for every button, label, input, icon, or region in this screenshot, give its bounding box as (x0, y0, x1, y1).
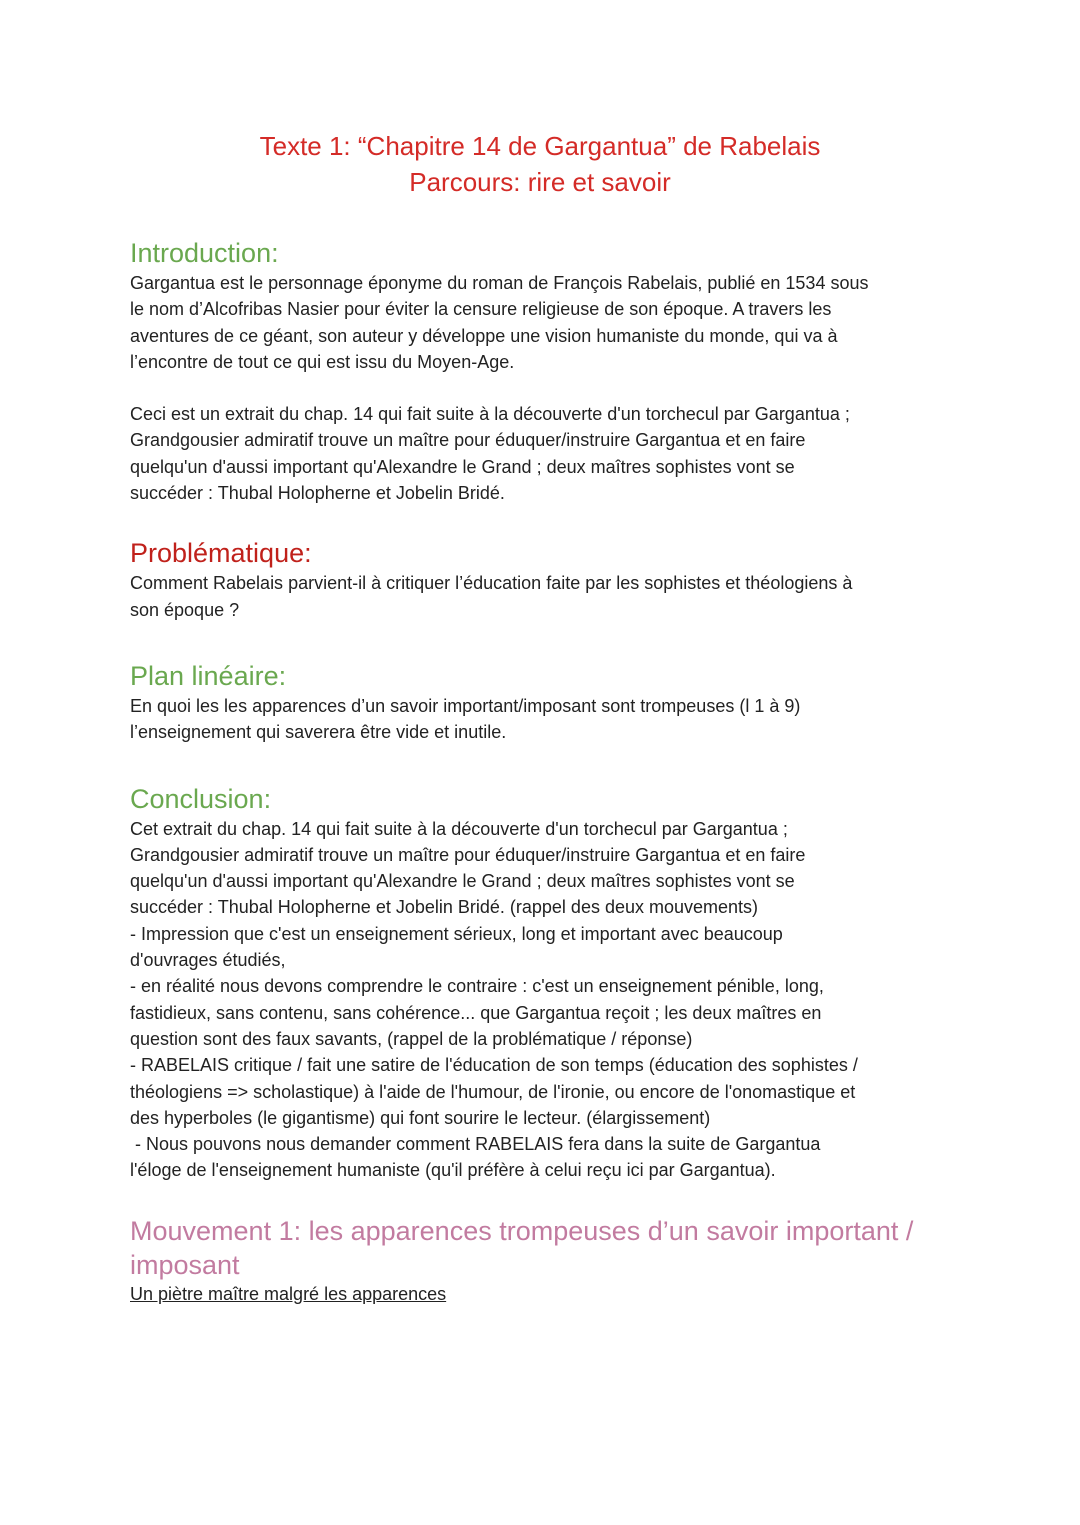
title-line-2: Parcours: rire et savoir (409, 167, 671, 197)
introduction-paragraph-1 (130, 270, 960, 375)
text-line: d'ouvrages étudiés, (130, 950, 286, 971)
text-line: Grandgousier admiratif trouve un maître pour éduquer/instruire Gargantua et en faire (130, 430, 806, 451)
text-line: - Impression que c'est un enseignement sérieux, long et important avec beaucoup (130, 923, 783, 944)
mouvement-1-heading-line: Mouvement 1: les apparences trompeuses d’un savoir important / (130, 1215, 914, 1246)
text-line: fastidieux, sans contenu, sans cohérence... que Gargantua reçoit ; les deux maîtres en (130, 1002, 822, 1023)
problematique-paragraph (130, 570, 960, 623)
mouvement-1-heading (130, 1214, 960, 1282)
text-line: - en réalité nous devons comprendre le contraire : c'est un enseignement pénible, long, (130, 976, 824, 997)
text-line: question sont des faux savants, (rappel de la problématique / réponse) (130, 1028, 693, 1049)
text-line: son époque ? (130, 599, 240, 620)
text-line: succéder : Thubal Holopherne et Jobelin Bridé. (rappel des deux mouvements) (130, 897, 759, 918)
introduction-heading: Introduction: (130, 238, 279, 268)
problematique-heading: Problématique: (130, 538, 312, 569)
document-title (0, 128, 1080, 200)
plan-paragraph (130, 693, 960, 746)
conclusion-paragraph (130, 816, 960, 1184)
text-line: le nom d’Alcofribas Nasier pour éviter la censure religieuse de son époque. A travers les (130, 299, 832, 320)
title-line-1: Texte 1: “Chapitre 14 de Gargantua” de Rabelais (259, 131, 821, 161)
text-line: théologiens => scholastique) à l'aide de l'humour, de l'ironie, ou encore de l'onomastique et (130, 1081, 856, 1102)
text-line: En quoi les les apparences d’un savoir important/imposant sont trompeuses (l 1 à 9) (130, 695, 801, 716)
plan-heading: Plan linéaire: (130, 660, 287, 691)
text-line: aventures de ce géant, son auteur y développe une vision humaniste du monde, qui va à (130, 325, 838, 346)
text-line: - RABELAIS critique / fait une satire de l'éducation de son temps (éducation des sophistes / (130, 1055, 858, 1076)
text-line: Grandgousier admiratif trouve un maître pour éduquer/instruire Gargantua et en faire (130, 844, 806, 865)
text-line: quelqu'un d'aussi important qu'Alexandre le Grand ; deux maîtres sophistes vont se (130, 456, 795, 477)
conclusion-heading: Conclusion: (130, 783, 272, 814)
text-line: succéder : Thubal Holopherne et Jobelin Bridé. (130, 483, 505, 504)
mouvement-1-heading-line: imposant (130, 1249, 240, 1280)
text-line: des hyperboles (le gigantisme) qui font sourire le lecteur. (élargissement) (130, 1107, 711, 1128)
introduction-paragraph-2 (130, 401, 960, 506)
text-line: l’enseignement qui saverera être vide et inutile. (130, 722, 507, 743)
document-body (130, 236, 960, 1306)
text-line: Comment Rabelais parvient-il à critiquer l’éducation faite par les sophistes et théologiens à (130, 573, 853, 594)
text-line: Cet extrait du chap. 14 qui fait suite à la découverte d'un torchecul par Gargantua ; (130, 818, 788, 839)
text-line: - Nous pouvons nous demander comment RABELAIS fera dans la suite de Gargantua (130, 1134, 821, 1155)
mouvement-1-subheading: Un piètre maître malgré les apparences (130, 1283, 447, 1304)
text-line: Ceci est un extrait du chap. 14 qui fait suite à la découverte d'un torchecul par Gargantua ; (130, 404, 850, 425)
text-line: Gargantua est le personnage éponyme du roman de François Rabelais, publié en 1534 sous (130, 273, 869, 293)
text-line: quelqu'un d'aussi important qu'Alexandre le Grand ; deux maîtres sophistes vont se (130, 871, 795, 892)
text-line: l'éloge de l'enseignement humaniste (qu'il préfère à celui reçu ici par Gargantua). (130, 1160, 776, 1181)
text-line: l’encontre de tout ce qui est issu du Moyen-Age. (130, 351, 515, 372)
